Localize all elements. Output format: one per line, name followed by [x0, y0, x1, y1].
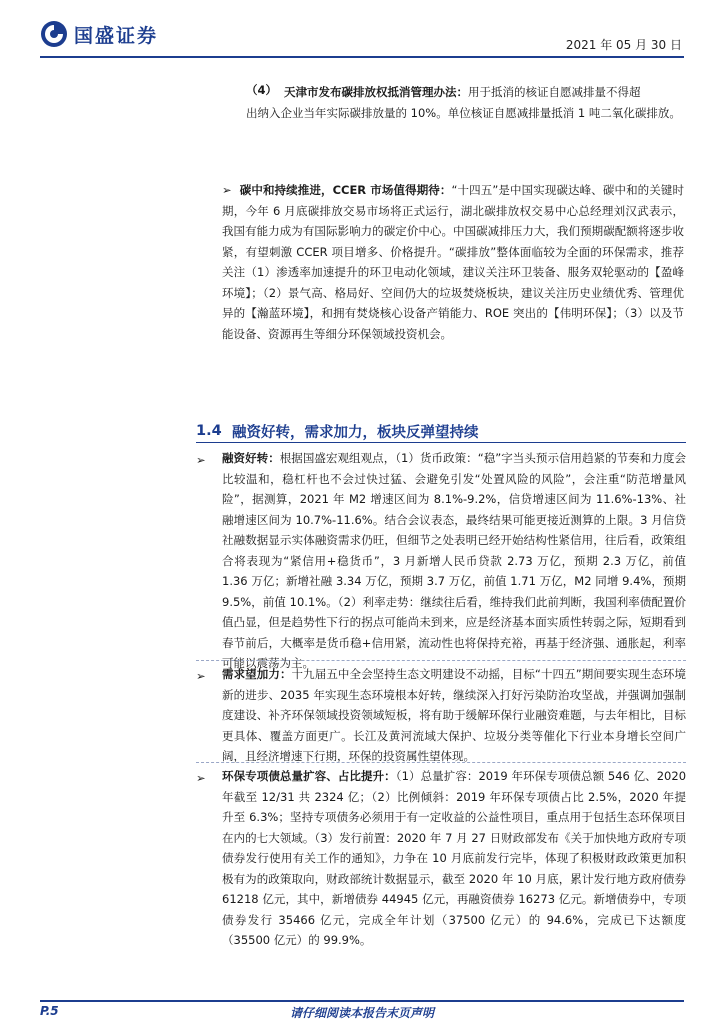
bullet-special-bonds-body: [222, 766, 686, 951]
arrow-bullet-icon: ➢: [196, 669, 206, 683]
section-divider: [196, 442, 686, 443]
item-number: （4）: [246, 83, 278, 97]
bullet-financing: [196, 448, 686, 674]
bullet-text: 根据国盛宏观组观点，（1）货币政策：“稳”字当头预示信用趋紧的节奏和力度会比较温和，稳杠杆也不会过快过猛、会避免引发“处置风险的风险”，会注重“防范增量风险”，据测算，2021 年 M2 增速区间为 8.1%-9.2%，信贷增速区间为 11.6%-13%、社融增速区间为 10.7%-11.6%。结合会议表态，最终结果可能更接近测算的上限。3 月信贷社融数据显示实体融资需求仍旺，但细节之处表明已经开始结构性紧信用，往后看，政策组合将表现为“紧信用+稳货币”，3 月新增人民币贷款 2.73 万亿，预期 2.3 万亿，前值 1.36 万亿；新增社融 3.34 万亿，预期 3.7 万亿，前值 1.71 万亿，M2 同增 9.4%，预期 9.5%，前值 10.1%。（2）利率走势：继续往后看，维持我们此前判断，我国利率债配置价值凸显，但是趋势性下行的拐点可能尚未到来，应是经济基本面实质性转弱之际，短期看到春节前后，大概率是货币稳+信用紧，流动性也将保持充裕，再基于经济强、通胀起，利率可能以震荡为主。: [222, 451, 686, 670]
section-number: 1.4: [196, 423, 222, 439]
bullet-title: 环保专项债总量扩容、占比提升：: [222, 769, 396, 783]
bullet-financing-body: [222, 448, 686, 674]
bullet-separator: [196, 660, 686, 661]
header-divider: [40, 56, 684, 58]
arrow-bullet-icon: ➢: [196, 771, 206, 785]
bullet-title: 需求望加力：: [222, 667, 292, 681]
carbon-para-text: “十四五”是中国实现碳达峰、碳中和的关键时期，今年 6 月底碳排放交易市场将正式运行，湖北碳排放权交易中心总经理刘汉武表示，我国有能力成为有国际影响力的碳定价中心。中国碳减排压力大，我们预期碳配额将逐步收紧，有望刺激 CCER 项目增多、价格提升。“碳排放”整体面临较为全面的环保需求，推荐关注（1）渗透率加速提升的环卫电动化领域，建议关注环卫装备、服务双轮驱动的【盈峰环境】；（2）景气高、格局好、空间仍大的垃圾焚烧板块，建议关注历史业绩优秀、管理优异的【瀚蓝环境】，和拥有焚烧核心设备产销能力、ROE 突出的【伟明环保】；（3）以及节能设备、资源再生等细分环保领域投资机会。: [222, 183, 684, 341]
item4-text-rest: 出纳入企业当年实际碳排放量的 10%。单位核证自愿减排量抵消 1 吨二氧化碳排放。: [246, 105, 681, 120]
company-logo: [40, 20, 158, 48]
page-header: [0, 0, 724, 62]
bullet-demand-body: [222, 664, 686, 767]
item4-title: 天津市发布碳排放权抵消管理办法：: [284, 85, 468, 99]
footer-disclaimer: 请仔细阅读本报告末页声明: [289, 1006, 434, 1020]
arrow-bullet-icon: ➢: [196, 453, 206, 467]
item4-paragraph: [246, 82, 684, 123]
page-number: P.5: [40, 1004, 59, 1018]
arrow-bullet-icon: ➢: [222, 183, 232, 197]
footer-divider: [40, 1000, 684, 1002]
carbon-neutral-paragraph: [222, 180, 684, 344]
report-date: 2021 年 05 月 30 日: [565, 38, 682, 52]
bullet-title: 融资好转：: [222, 451, 280, 465]
bullet-text: （1）总量扩容：2019 年环保专项债总额 546 亿、2020 年截至 12/31 共 2324 亿；（2）比例倾斜：2019 年环保专项债占比 2.5%，2020 年提升至 6.3%；坚持专项债务必须用于有一定收益的公益性项目，重点用于包括生态环保项目在内的七大领域。（3）发行前置：2020 年 7 月 27 日财政部发布《关于加快地方政府专项债券发行使用有关工作的通知》，力争在 10 月底前发行完毕，体现了积极财政政策更加积极有为的政策取向，财政部统计数据显示，截至 2020 年 10 月底，累计发行地方政府债券 61218 亿元，其中，新增债券 44945 亿元，再融资债券 16273 亿元。新增债券中，专项债券发行 35466 亿元，完成全年计划（37500 亿元）的 94.6%，完成已下达额度（35500 亿元）的 99.9%。: [222, 769, 687, 947]
bullet-separator: [196, 762, 686, 763]
section-heading: [196, 418, 686, 444]
carbon-para-title: 碳中和持续推进，CCER 市场值得期待：: [239, 183, 452, 197]
logo-text: 国盛证券: [74, 24, 159, 47]
item4-text-line1: 用于抵消的核证自愿减排量不得超: [468, 85, 641, 99]
section-title: 融资好转，需求加力，板块反弹望持续: [232, 424, 479, 441]
bullet-special-bonds: [196, 766, 686, 951]
bullet-demand: [196, 664, 686, 767]
bullet-text: 十九届五中全会坚持生态文明建设不动摇，目标“十四五”期间要实现生态环境新的进步、2035 年实现生态环境根本好转，继续深入打好污染防治攻坚战，并强调加强制度建设、补齐环保领域投资领域短板，将有助于缓解环保行业融资难题，与去年相比，目标更具体、覆盖方面更广。长江及黄河流域大保护、垃圾分类等催化下行业本身增长空间广阔，且经济增速下行期，环保的投资属性望体现。: [222, 667, 686, 763]
logo-icon: [40, 20, 68, 48]
